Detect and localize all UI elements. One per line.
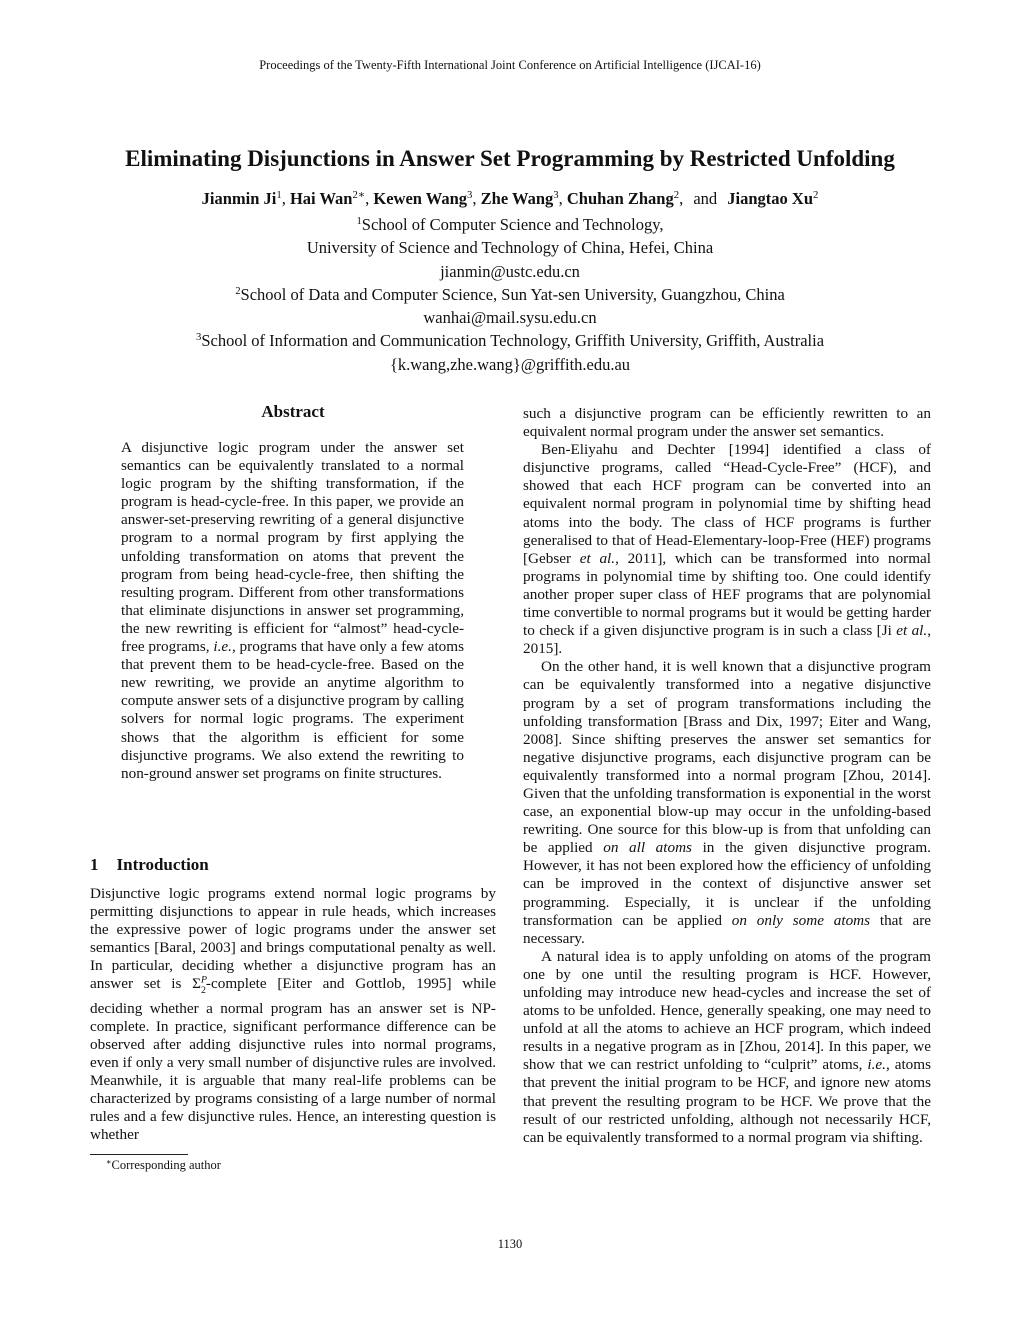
author-affiliation-mark: 2 (673, 189, 680, 202)
author-affiliation-mark: 2∗ (352, 189, 366, 202)
author-name: Hai Wan (289, 189, 353, 208)
footnote (106, 1158, 221, 1173)
section-number: 1 (90, 855, 99, 874)
author-affiliation-mark: 1 (276, 189, 282, 202)
affiliation-mark: 1 (356, 215, 362, 228)
right-paragraph-1: such a disjunctive program can be efficiently rewritten to an equivalent normal program under the answer set semantics. (523, 405, 931, 441)
affiliation-3-email: {k.wang,zhe.wang}@griffith.edu.au (389, 354, 631, 374)
right-paragraph-2: Ben-Eliyahu and Dechter [1994] identified a class of disjunctive programs, called “Head-Cycle-Free” (HCF), and showed that each HCF program can be converted into an equivalent normal program in polynomial time by shifting head atoms into the body. The class of HCF programs is further generalised to that of Head-Elementary-loop-Free (HEF) programs [Gebser et al., 2011], which can be transformed into normal programs in polynomial time by shifting too. One could identify another proper super class of HEF programs that are polynomial time convertible to normal programs but it would be getting harder to check if a given disjunctive program is in such a class [Ji et al., 2015]. (523, 441, 931, 658)
section-heading-introduction (90, 855, 209, 875)
author-name: Zhe Wang (480, 189, 554, 208)
affiliation-2 (0, 283, 1020, 306)
abstract-body (121, 439, 464, 783)
affiliation-1-email: jianmin@ustc.edu.cn (440, 261, 580, 281)
section-title: Introduction (116, 855, 209, 874)
right-paragraph-3: On the other hand, it is well known that a disjunctive program can be equivalently transformed into a negative disjunctive program by a set of program transformations including the unfolding transformation [Brass and Dix, 1997; Eiter and Wang, 2008]. Since shifting preserves the answer set semantics for negative disjunctive programs, each disjunctive program can be equivalently transformed into a normal program [Zhou, 2014]. Given that the unfolding transformation is exponential in the worst case, an exponential blow-up may occur in the unfolding-based rewriting. One source for this blow-up is from that unfolding can be applied on all atoms in the given disjunctive program. However, it has not been explored how the efficiency of unfolding can be improved in the context of disjunctive answer set programming. Especially, it is unclear if the unfolding transformation can be applied on only some atoms that are necessary. (523, 658, 931, 947)
author-affiliation-mark: 3 (553, 189, 559, 202)
abstract-heading: Abstract (261, 402, 325, 421)
author-affiliation-mark: 3 (467, 189, 473, 202)
affiliation-text: School of Information and Communication Technology, Griffith University, Griffith, Australia (201, 331, 825, 351)
affiliation-1-line2: University of Science and Technology of China, Hefei, China (306, 238, 714, 258)
introduction-body (90, 885, 496, 1144)
affiliation-mark: 3 (195, 331, 202, 344)
paper-title: Eliminating Disjunctions in Answer Set Programming by Restricted Unfolding (125, 146, 895, 171)
affiliation-text: School of Data and Computer Science, Sun Yat-sen University, Guangzhou, China (240, 284, 785, 304)
affiliation-2-email: wanhai@mail.sysu.edu.cn (423, 308, 597, 328)
author-list: Jianmin Ji$^1$, Hai Wan$^{2∗}$, Kewen Wang$^3$, Zhe Wang$^3$, Chuhan Zhang$^2$, and Jiangtao Xu$^2$ (201, 189, 819, 208)
right-column (523, 405, 931, 1147)
affiliation-1 (0, 213, 1020, 236)
author-affiliation-mark: 2 (813, 189, 819, 202)
footnote-rule (90, 1154, 188, 1155)
affiliation-mark: 2 (235, 285, 241, 297)
affiliation-text: School of Computer Science and Technology, (361, 215, 664, 234)
author-conjunction: and (693, 189, 718, 208)
affiliations (0, 213, 1020, 376)
right-paragraph-4: A natural idea is to apply unfolding on atoms of the program one by one until the resulting program is HCF. However, unfolding may introduce new head-cycles and increase the set of atoms to be unfolded. Hence, generally speaking, one may need to unfold at all the atoms to achieve an HCF program, which indeed results in a negative program as in [Zhou, 2014]. In this paper, we show that we can restrict unfolding to “culprit” atoms, i.e., atoms that prevent the initial program to be HCF, and ignore new atoms that prevent the resulting program to be HCF. We prove that the result of our restricted unfolding, although not necessarily HCF, can be equivalently transformed to a normal program via shifting. (523, 947, 931, 1146)
page-number: 1130 (497, 1237, 523, 1251)
footnote-text: Corresponding author (111, 1158, 221, 1172)
author-name: Chuhan Zhang (566, 189, 674, 208)
footnote-mark: ∗ (106, 1157, 112, 1167)
affiliation-3 (0, 329, 1020, 352)
author-name: Jianmin Ji (201, 189, 277, 208)
author-name: Jiangtao Xu (727, 189, 814, 208)
author-name: Kewen Wang (373, 189, 468, 208)
intro-paragraph: Disjunctive logic programs extend normal logic programs by permitting disjunctions to appear in rule heads, which increases the expressive power of logic programs under the answer set semantics [Baral, 2003] and brings computational penalty as well. In particular, deciding whether a disjunctive program has an answer set is $\Sigma^P_2$-complete [Eiter and Gottlob, 1995] while deciding whether a normal program has an answer set is NP-complete. In practice, significant performance difference can be observed after adding disjunctive rules into normal programs, even if only a very small number of disjunctive rules are involved. Meanwhile, it is arguable that many real-life problems can be characterized by programs consisting of a large number of normal rules and a few disjunctive rules. Hence, an interesting question is whether (90, 885, 496, 1144)
running-header: Proceedings of the Twenty-Fifth International Joint Conference on Artificial Intelligence (IJCAI-16) (259, 58, 761, 72)
abstract-paragraph: A disjunctive logic program under the answer set semantics can be equivalently translated to a normal logic program by the shifting transformation, if the program is head-cycle-free. In this paper, we provide an answer-set-preserving rewriting of a general disjunctive program to a normal program by first applying the unfolding transformation on atoms that prevent the program from being head-cycle-free, then shifting the resulting program. Different from other transformations that eliminate disjunctions in answer set programming, the new rewriting is efficient for “almost” head-cycle-free programs, i.e., programs that have only a few atoms that prevent them to be head-cycle-free. Based on the new rewriting, we provide an anytime algorithm to compute answer sets of a disjunctive program by calling solvers for normal logic programs. The experiment shows that the algorithm is efficient for some disjunctive programs. We also extend the rewriting to non-ground answer set programs on finite structures. (121, 439, 464, 782)
